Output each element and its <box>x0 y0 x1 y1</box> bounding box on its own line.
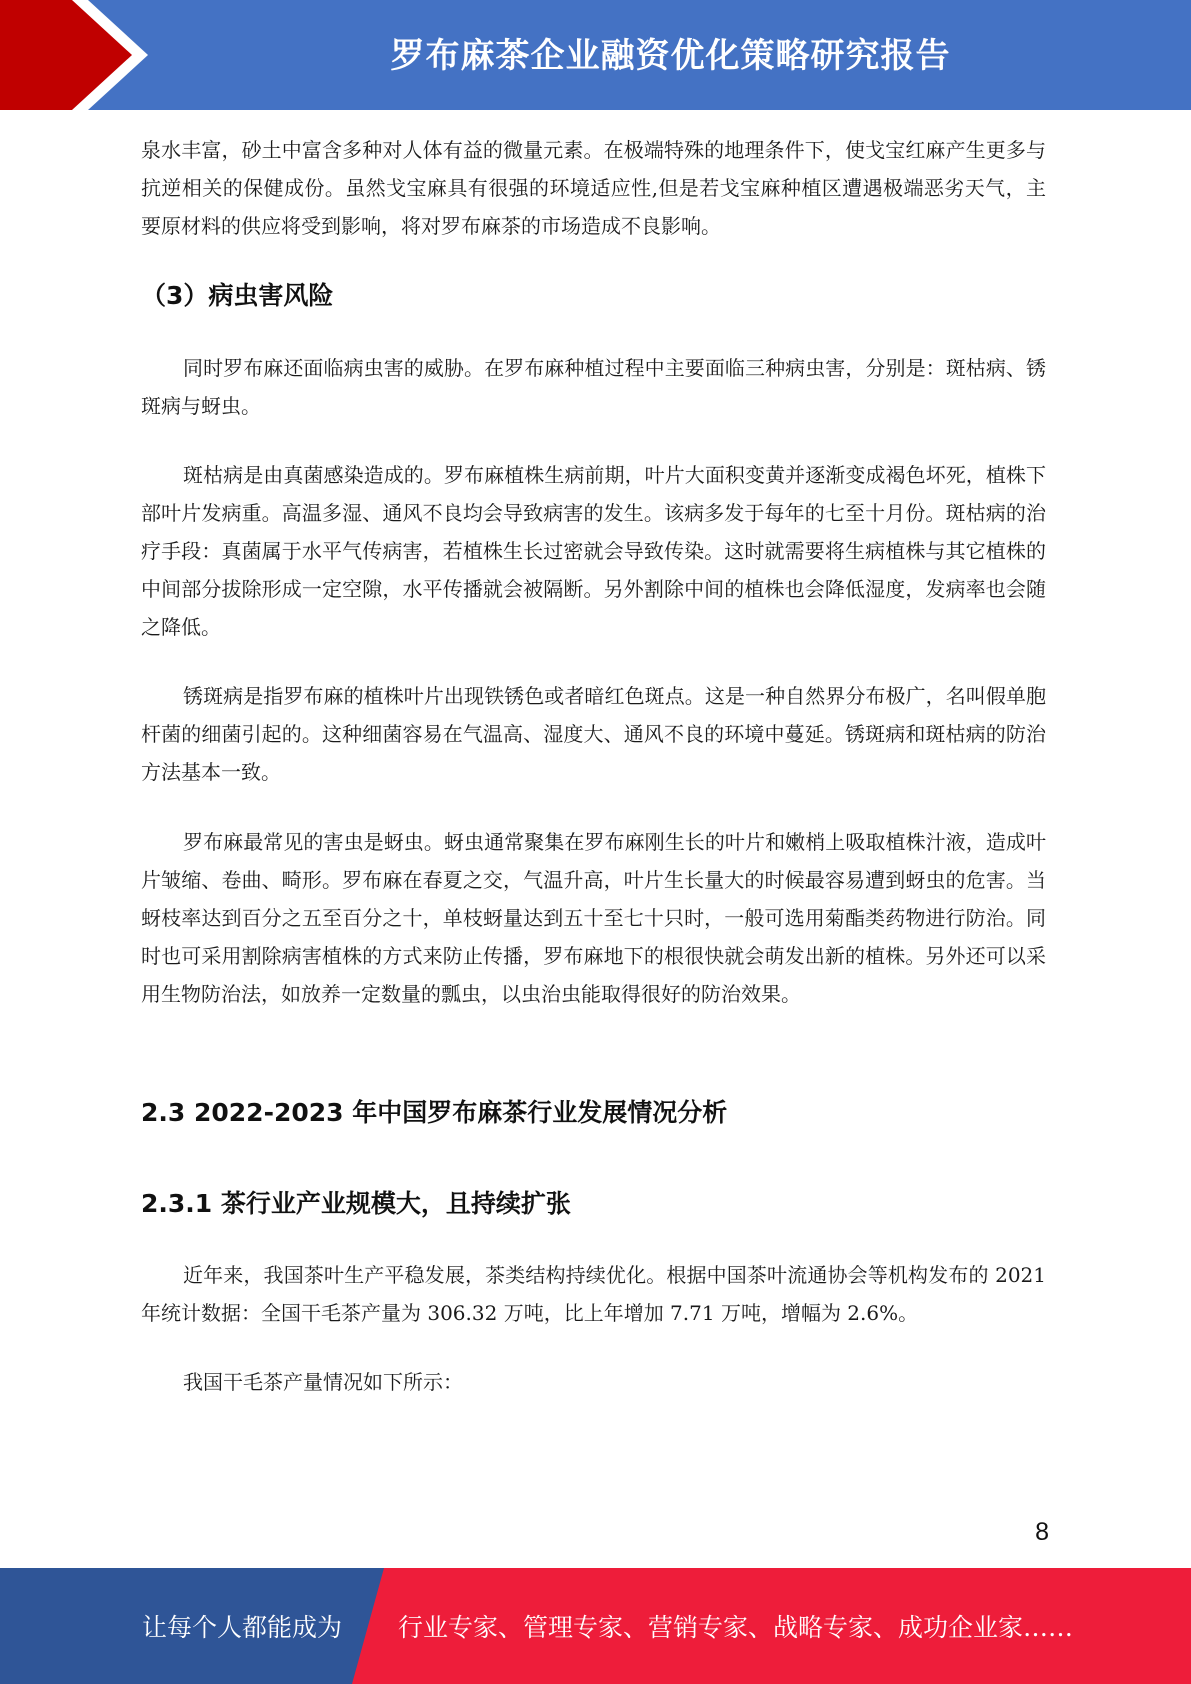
subheading-pest-risk: （3）病虫害风险 <box>141 281 334 310</box>
pest-paragraph-4: 罗布麻最常见的害虫是蚜虫。蚜虫通常聚集在罗布麻刚生长的叶片和嫩梢上吸取植株汁液，造成叶片皱缩、卷曲、畸形。罗布麻在春夏之交，气温升高，叶片生长量大的时候最容易遭到蚜虫的危害。当蚜枝率达到百分之五至百分之十，单枝蚜量达到五十至七十只时，一般可选用菊酯类药物进行防治。同时也可采用割除病害植株的方式来防止传播，罗布麻地下的根很快就会萌发出新的植株。另外还可以采用生物防治法，如放养一定数量的瓢虫，以虫治虫能取得很好的防治效果。 <box>141 830 1046 1006</box>
industry-paragraph-2: 我国干毛茶产量情况如下所示： <box>183 1370 463 1394</box>
pest-paragraph-3: 锈斑病是指罗布麻的植株叶片出现铁锈色或者暗红色斑点。这是一种自然界分布极广，名叫假单胞杆菌的细菌引起的。这种细菌容易在气温高、湿度大、通风不良的环境中蔓延。锈斑病和斑枯病的防治方法基本一致。 <box>141 684 1046 784</box>
pest-paragraph-2: 斑枯病是由真菌感染造成的。罗布麻植株生病前期，叶片大面积变黄并逐渐变成褐色坏死，植株下部叶片发病重。高温多湿、通风不良均会导致病害的发生。该病多发于每年的七至十月份。斑枯病的治疗手段：真菌属于水平气传病害，若植株生长过密就会导致传染。这时就需要将生病植株与其它植株的中间部分拔除形成一定空隙，水平传播就会被隔断。另外割除中间的植株也会降低湿度，发病率也会随之降低。 <box>141 463 1046 639</box>
pest-paragraph-1: 同时罗布麻还面临病虫害的威胁。在罗布麻种植过程中主要面临三种病虫害，分别是：斑枯病、锈斑病与蚜虫。 <box>141 356 1046 418</box>
industry-paragraph-1: 近年来，我国茶叶生产平稳发展，茶类结构持续优化。根据中国茶叶流通协会等机构发布的 2021 年统计数据：全国干毛茶产量为 306.32 万吨，比上年增加 7.71 万吨，增幅为 2.6%。 <box>141 1263 1046 1325</box>
page-footer <box>0 1568 1191 1684</box>
section-heading-2-3: 2.3 2022-2023 年中国罗布麻茶行业发展情况分析 <box>141 1098 728 1127</box>
header-arrow-decoration <box>0 0 160 110</box>
footer-slogan-left: 让每个人都能成为 <box>142 1613 343 1642</box>
subsection-heading-2-3-1: 2.3.1 茶行业产业规模大，且持续扩张 <box>141 1189 571 1218</box>
page-header <box>0 0 1191 110</box>
footer-slogan-right: 行业专家、管理专家、营销专家、战略专家、成功企业家…… <box>398 1613 1074 1642</box>
intro-paragraph: 泉水丰富，砂土中富含多种对人体有益的微量元素。在极端特殊的地理条件下，使戈宝红麻产生更多与抗逆相关的保健成份。虽然戈宝麻具有很强的环境适应性,但是若戈宝麻种植区遭遇极端恶劣天气，主要原材料的供应将受到影响，将对罗布麻茶的市场造成不良影响。 <box>141 138 1046 238</box>
page-number: 8 <box>1035 1518 1049 1546</box>
report-title: 罗布麻茶企业融资优化策略研究报告 <box>390 36 951 76</box>
